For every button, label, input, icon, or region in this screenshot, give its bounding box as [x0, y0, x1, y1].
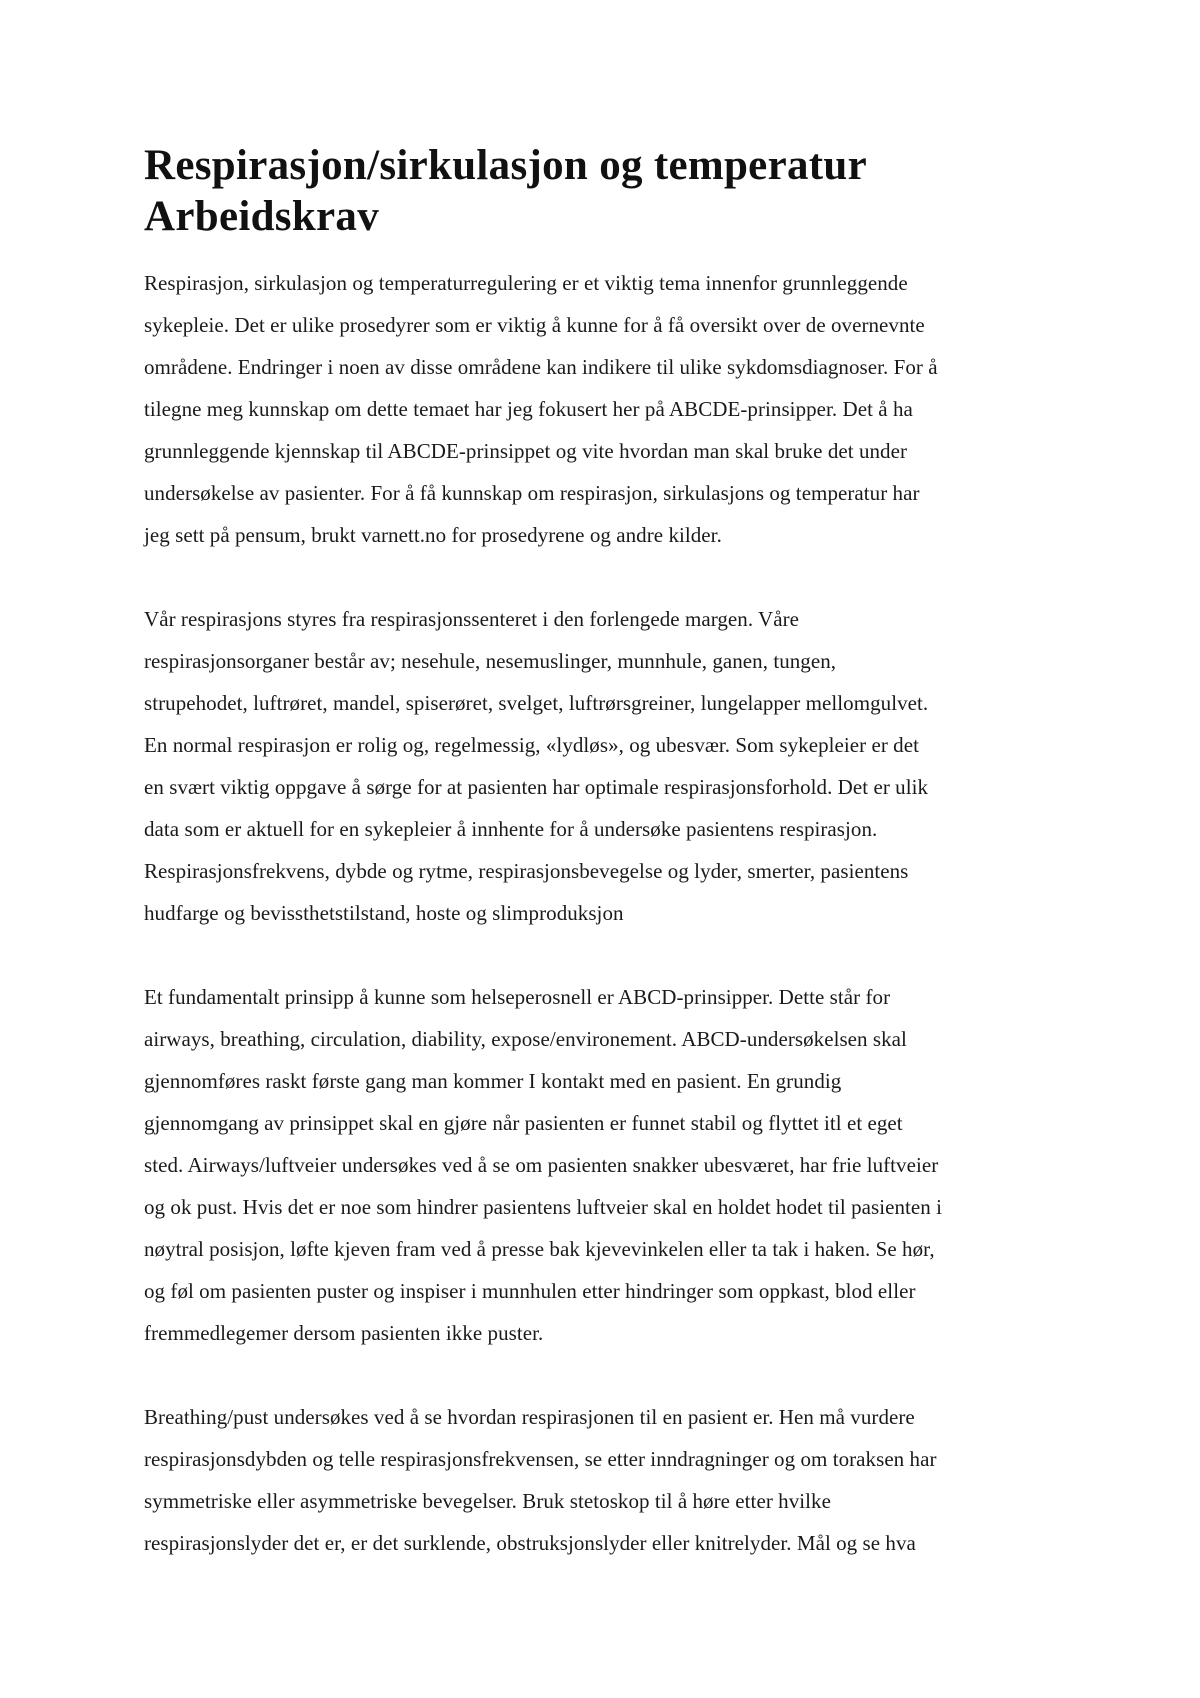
paragraph-line: gjennomføres raskt første gang man kommer I kontakt med en pasient. En grundig	[144, 1069, 842, 1093]
paragraph-line: respirasjonsorganer består av; nesehule, nesemuslinger, munnhule, ganen, tungen,	[144, 649, 837, 673]
paragraph-line: og ok pust. Hvis det er noe som hindrer pasientens luftveier skal en holdet hodet til pasienten i	[144, 1195, 943, 1219]
paragraph-line: Et fundamentalt prinsipp å kunne som helseperosnell er ABCD-prinsipper. Dette står for	[144, 985, 891, 1009]
body-paragraph	[144, 598, 1064, 934]
page-title	[144, 140, 1064, 242]
title-line: Respirasjon/sirkulasjon og temperatur	[144, 142, 867, 189]
body-paragraph	[144, 262, 1064, 556]
paragraph-line: Respirasjon, sirkulasjon og temperaturregulering er et viktig tema innenfor grunnleggende	[144, 271, 908, 295]
paragraph-line: grunnleggende kjennskap til ABCDE-prinsippet og vite hvordan man skal bruke det under	[144, 439, 908, 463]
paragraph-line: hudfarge og bevissthetstilstand, hoste og slimproduksjon	[144, 901, 624, 925]
paragraph-line: områdene. Endringer i noen av disse områdene kan indikere til ulike sykdomsdiagnoser. For å	[144, 355, 938, 379]
paragraph-line: sted. Airways/luftveier undersøkes ved å se om pasienten snakker ubesværet, har frie luftveier	[144, 1153, 939, 1177]
title-line: Arbeidskrav	[144, 193, 380, 240]
body-paragraph	[144, 976, 1064, 1354]
paragraph-line: data som er aktuell for en sykepleier å innhente for å undersøke pasientens respirasjon.	[144, 817, 878, 841]
paragraph-line: jeg sett på pensum, brukt varnett.no for prosedyrene og andre kilder.	[144, 523, 722, 547]
paragraph-line: symmetriske eller asymmetriske bevegelser. Bruk stetoskop til å høre etter hvilke	[144, 1489, 831, 1513]
paragraph-line: Respirasjonsfrekvens, dybde og rytme, respirasjonsbevegelse og lyder, smerter, pasientens	[144, 859, 909, 883]
paragraph-line: fremmedlegemer dersom pasienten ikke puster.	[144, 1321, 544, 1345]
paragraph-line: respirasjonslyder det er, er det surklende, obstruksjonslyder eller knitrelyder. Mål og se hva	[144, 1531, 916, 1555]
paragraph-line: strupehodet, luftrøret, mandel, spiserøret, svelget, luftrørsgreiner, lungelapper mellomgulvet.	[144, 691, 929, 715]
paragraph-line: sykepleie. Det er ulike prosedyrer som er viktig å kunne for å få oversikt over de overnevnte	[144, 313, 925, 337]
paragraph-line: tilegne meg kunnskap om dette temaet har jeg fokusert her på ABCDE-prinsipper. Det å ha	[144, 397, 913, 421]
paragraph-line: airways, breathing, circulation, diability, expose/environement. ABCD-undersøkelsen skal	[144, 1027, 907, 1051]
document-body	[144, 262, 1064, 1564]
paragraph-line: Breathing/pust undersøkes ved å se hvordan respirasjonen til en pasient er. Hen må vurdere	[144, 1405, 915, 1429]
paragraph-line: En normal respirasjon er rolig og, regelmessig, «lydløs», og ubesvær. Som sykepleier er det	[144, 733, 919, 757]
paragraph-line: nøytral posisjon, løfte kjeven fram ved å presse bak kjevevinkelen eller ta tak i haken. Se hør,	[144, 1237, 935, 1261]
document-page	[144, 140, 1064, 1606]
paragraph-line: Vår respirasjons styres fra respirasjonssenteret i den forlengede margen. Våre	[144, 607, 800, 631]
paragraph-line: gjennomgang av prinsippet skal en gjøre når pasienten er funnet stabil og flyttet itl et eget	[144, 1111, 903, 1135]
paragraph-line: respirasjonsdybden og telle respirasjonsfrekvensen, se etter inndragninger og om toraksen har	[144, 1447, 937, 1471]
paragraph-line: og føl om pasienten puster og inspiser i munnhulen etter hindringer som oppkast, blod eller	[144, 1279, 916, 1303]
paragraph-line: undersøkelse av pasienter. For å få kunnskap om respirasjon, sirkulasjons og temperatur har	[144, 481, 920, 505]
paragraph-line: en svært viktig oppgave å sørge for at pasienten har optimale respirasjonsforhold. Det er ulik	[144, 775, 929, 799]
body-paragraph	[144, 1396, 1064, 1564]
